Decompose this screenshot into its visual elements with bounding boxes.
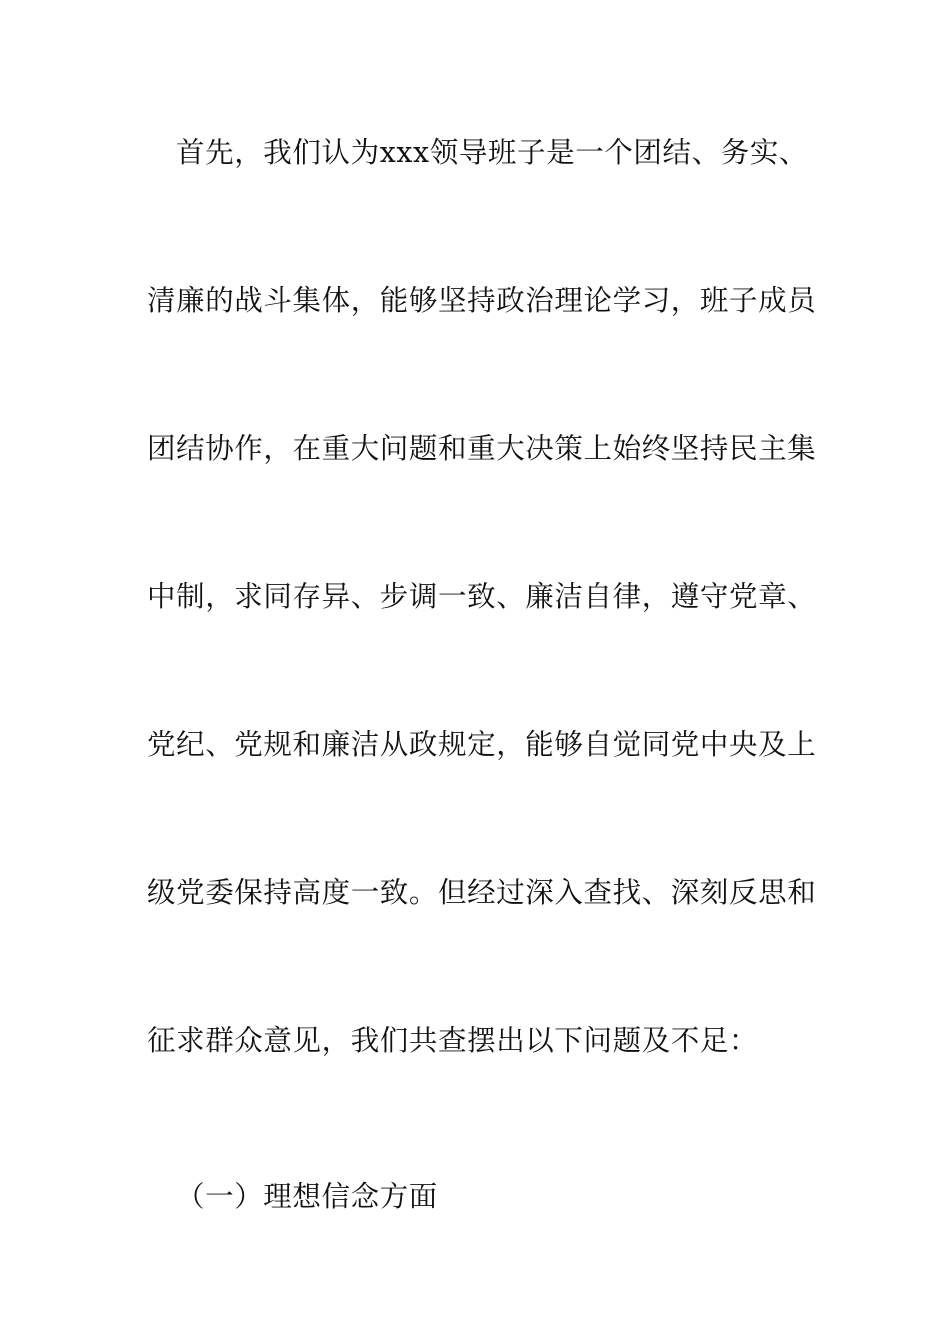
paragraph-line-6: 级党委保持高度一致。但经过深入查找、深刻反思和 <box>147 876 817 909</box>
section-subheading: （一）理想信念方面 <box>176 1180 438 1213</box>
paragraph-line-2: 清廉的战斗集体，能够坚持政治理论学习，班子成员 <box>147 284 817 317</box>
paragraph-line-1: 首先，我们认为xxx领导班子是一个团结、务实、 <box>176 136 809 169</box>
paragraph-line-3: 团结协作，在重大问题和重大决策上始终坚持民主集 <box>147 432 817 465</box>
paragraph-line-4: 中制，求同存异、步调一致、廉洁自律，遵守党章、 <box>147 580 817 613</box>
paragraph-line-5: 党纪、党规和廉洁从政规定，能够自觉同党中央及上 <box>147 728 817 761</box>
paragraph-line-7: 征求群众意见，我们共查摆出以下问题及不足： <box>147 1024 759 1057</box>
